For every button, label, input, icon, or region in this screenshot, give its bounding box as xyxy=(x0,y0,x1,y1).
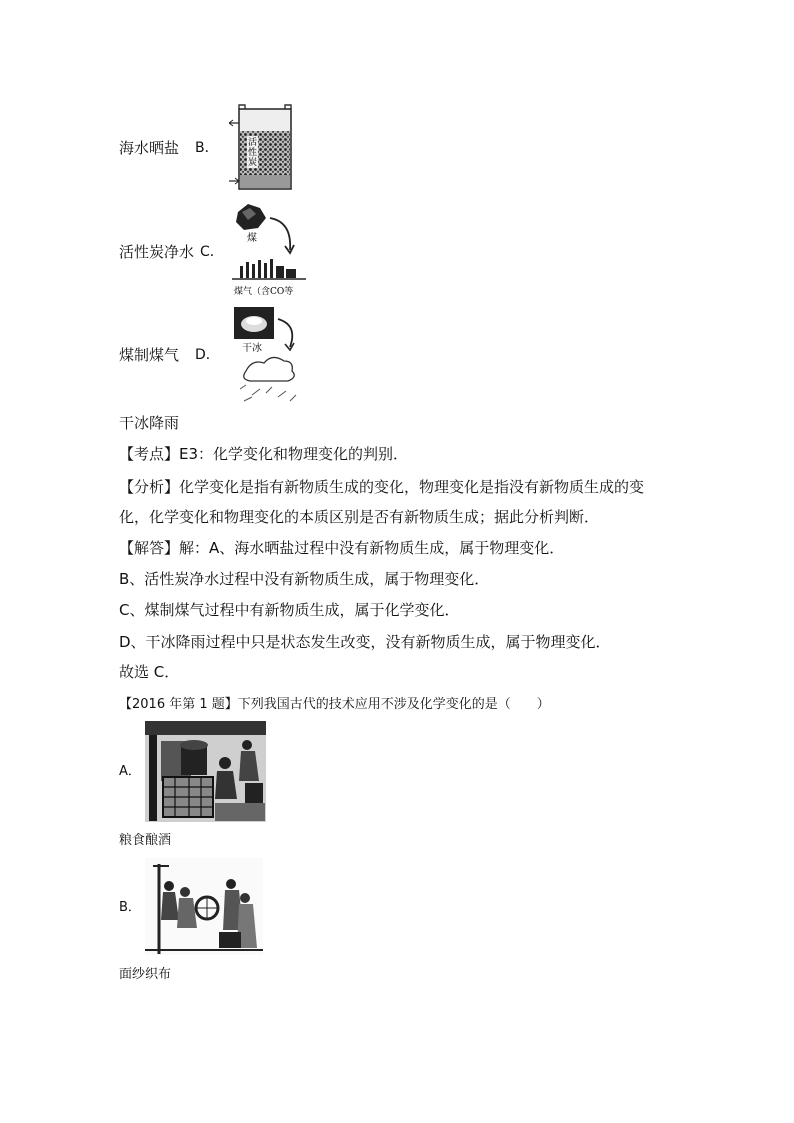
option-b-row xyxy=(119,141,219,156)
option-label: 煤制煤气 xyxy=(119,346,180,364)
option-label: 活性炭净水 xyxy=(119,243,195,261)
option-letter: D． xyxy=(195,347,220,363)
option-label: 海水晒盐 xyxy=(119,139,180,157)
question-header: 【2016 年第 1 题】下列我国古代的技术应用不涉及化学变化的是（ ） xyxy=(119,697,550,712)
explain-d: D、干冰降雨过程中只是状态发生改变，没有新物质生成，属于物理变化． xyxy=(119,633,611,651)
q-option-b-row xyxy=(119,900,141,915)
jieda-line: 【解答】解：A、海水晒盐过程中没有新物质生成，属于物理变化． xyxy=(119,539,565,557)
option-letter: A． xyxy=(119,764,141,779)
coal-to-gas-image xyxy=(230,200,310,298)
option-letter: B． xyxy=(119,900,141,915)
q-option-a-caption: 粮食酿酒 xyxy=(119,833,172,848)
figure-label: 活 xyxy=(248,138,258,148)
figure-label: 性 xyxy=(248,148,258,158)
option-d-row xyxy=(119,348,220,363)
kaodian-line: 【考点】E3：化学变化和物理变化的判别． xyxy=(119,445,409,463)
option-letter: C． xyxy=(200,244,224,260)
option-c-row xyxy=(119,245,224,260)
answer-line: 故选 C． xyxy=(119,663,180,681)
weaving-cloth-image xyxy=(145,858,263,955)
activated-carbon-filter-image xyxy=(229,103,301,191)
explain-c: C、煤制煤气过程中有新物质生成，属于化学变化． xyxy=(119,601,460,619)
q-option-a-row xyxy=(119,764,141,779)
option-letter: B． xyxy=(195,140,219,156)
figure-label: 干冰 xyxy=(242,343,262,354)
fenxi-line-1: 【分析】化学变化是指有新物质生成的变化，物理变化是指没有新物质生成的变 xyxy=(119,478,645,496)
explain-b: B、活性炭净水过程中没有新物质生成，属于物理变化． xyxy=(119,570,490,588)
q-option-b-caption: 面纱织布 xyxy=(119,967,172,982)
figure-label: 煤气（含CO等 xyxy=(234,287,294,297)
brewing-wine-image xyxy=(145,721,266,822)
option-d-caption: 干冰降雨 xyxy=(119,414,180,432)
figure-label: 炭 xyxy=(248,158,258,168)
figure-label: 煤 xyxy=(247,233,257,244)
fenxi-line-2: 化，化学变化和物理变化的本质区别是否有新物质生成；据此分析判断． xyxy=(119,508,600,526)
dry-ice-image xyxy=(232,305,302,405)
